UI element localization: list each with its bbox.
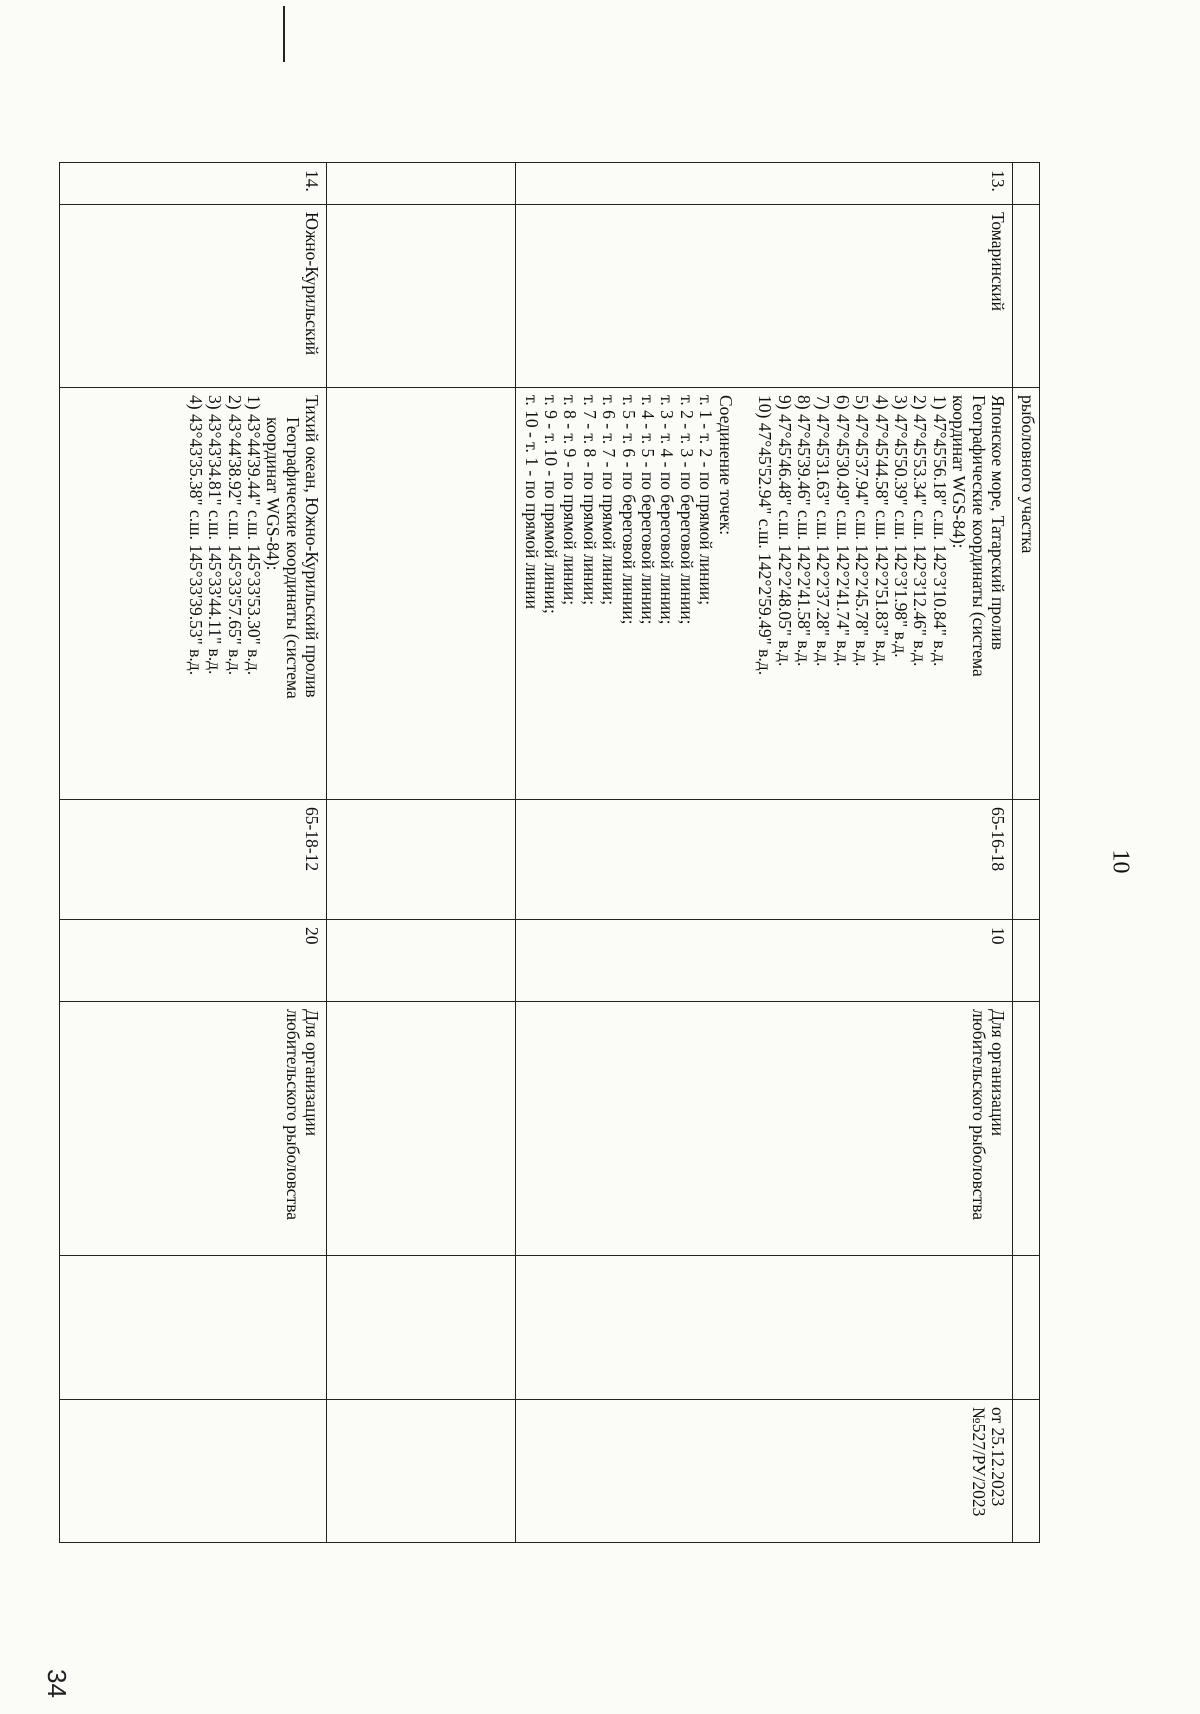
connection-item: т. 1 - т. 2 - по прямой линии; <box>696 395 717 606</box>
connection-item: т. 6 - т. 7 - по прямой линии; <box>599 395 620 606</box>
area-purpose: Для организации любительского рыболовства <box>516 1002 1013 1256</box>
connection-item: т. 7 - т. 8 - по прямой линии; <box>579 395 600 606</box>
area-location <box>516 388 1013 800</box>
fishing-areas-table-rotated <box>114 162 1040 1542</box>
coords-title-cont: координат WGS-84): <box>263 417 284 571</box>
table-row <box>60 163 327 1543</box>
coordinate-point: 4) 47°45'44.58" с.ш. 142°2'51.83" в.д. <box>871 395 892 667</box>
coordinate-point: 3) 47°45'50.39" с.ш. 142°3'1.98" в.д. <box>890 395 911 658</box>
connection-item: т. 8 - т. 9 - по прямой линии; <box>560 395 581 606</box>
coordinate-point: 9) 47°45'46.48" с.ш. 142°2'48.05" в.д. <box>774 395 795 667</box>
header-cell-code <box>1013 800 1040 920</box>
connection-item: т. 9 - т. 10 - по прямой линии; <box>541 395 562 614</box>
sea-name: Японское море, Татарский пролив <box>988 395 1008 651</box>
table-row-spacer <box>327 163 516 1543</box>
connection-item: т. 5 - т. 6 - по береговой линии; <box>618 395 639 625</box>
table-row <box>516 163 1013 1543</box>
coordinate-point: 10) 47°45'52.94" с.ш. 142°2'59.49" в.д. <box>755 395 776 676</box>
spacer-cell <box>327 205 516 388</box>
area-purpose: Для организации любительского рыболовства <box>60 1002 327 1256</box>
header-cell-location: рыболовного участка <box>1013 388 1040 800</box>
coordinate-point: 1) 47°45'56.18" с.ш. 142°3'10.84" в.д. <box>929 395 950 667</box>
coords-title: Географические координаты (система <box>282 417 303 699</box>
area-agreement <box>60 1400 327 1543</box>
agreement-number: №527/РУ/2023 <box>968 1407 989 1517</box>
spacer-cell <box>327 1002 516 1256</box>
page-number: 10 <box>1107 849 1134 874</box>
scan-mark <box>283 6 285 62</box>
coords-title-cont: координат WGS-84): <box>949 395 970 549</box>
connection-item: т. 2 - т. 3 - по береговой линии; <box>676 395 697 625</box>
area-size: 20 <box>60 920 327 1002</box>
coordinate-point: 5) 47°45'37.94" с.ш. 142°2'45.78" в.д. <box>852 395 873 667</box>
header-cell-date <box>1013 1400 1040 1543</box>
table-inner <box>114 162 1040 1542</box>
coordinate-point: 8) 47°45'39.46" с.ш. 142°2'41.58" в.д. <box>793 395 814 667</box>
spacer-cell <box>327 163 516 205</box>
fishing-areas-table <box>59 162 1040 1543</box>
connection-item: т. 3 - т. 4 - по береговой линии; <box>657 395 678 625</box>
area-code: 65-18-12 <box>60 800 327 920</box>
coordinate-point: 6) 47°45'30.49" с.ш. 142°2'41.74" в.д. <box>832 395 853 667</box>
header-cell-area <box>1013 920 1040 1002</box>
connection-title: Соединение точек: <box>715 395 736 536</box>
area-name: Томаринский <box>516 205 1013 388</box>
area-extra <box>60 1256 327 1400</box>
spacer-cell <box>327 800 516 920</box>
header-cell-extra <box>1013 1256 1040 1400</box>
header-cell-num <box>1013 163 1040 205</box>
header-continuation-row <box>1013 163 1040 1543</box>
header-cell-name <box>1013 205 1040 388</box>
connection-item: т. 10 - т. 1 - по прямой линии <box>521 395 542 609</box>
coordinate-point: 3) 43°43'34.81" с.ш. 145°33'44.11" в.д. <box>205 395 226 675</box>
coordinate-point: 2) 47°45'53.34" с.ш. 142°3'12.46" в.д. <box>910 395 931 667</box>
spacer-cell <box>327 1400 516 1543</box>
area-size: 10 <box>516 920 1013 1002</box>
coordinate-list <box>755 395 949 792</box>
row-number: 14. <box>60 163 327 205</box>
header-cell-purpose <box>1013 1002 1040 1256</box>
row-number: 13. <box>516 163 1013 205</box>
spacer-cell <box>327 388 516 800</box>
spacer-cell <box>327 920 516 1002</box>
coordinate-point: 4) 43°43'35.38" с.ш. 145°33'39.53" в.д. <box>185 395 206 676</box>
area-agreement <box>516 1400 1013 1543</box>
coordinate-point: 2) 43°44'38.92" с.ш. 145°33'57.65" в.д. <box>224 395 245 676</box>
area-name: Южно-Курильский <box>60 205 327 388</box>
coordinate-point: 1) 43°44'39.44" с.ш. 145°33'53.30" в.д. <box>244 395 265 676</box>
coordinate-point: 7) 47°45'31.63" с.ш. 142°2'37.28" в.д. <box>813 395 834 667</box>
sea-name: Тихий океан, Южно-Курильский пролив <box>302 395 323 698</box>
connection-list <box>521 395 715 792</box>
area-extra <box>516 1256 1013 1400</box>
handwritten-page-note: 34 <box>41 1669 72 1698</box>
spacer-cell <box>327 1256 516 1400</box>
connection-item: т. 4 - т. 5 - по береговой линии; <box>638 395 659 625</box>
area-code: 65-16-18 <box>516 800 1013 920</box>
area-location <box>60 388 327 800</box>
agreement-date: от 25.12.2023 <box>988 1407 1008 1507</box>
coordinate-list <box>185 395 263 792</box>
coords-title: Географические координаты (система <box>968 395 989 677</box>
